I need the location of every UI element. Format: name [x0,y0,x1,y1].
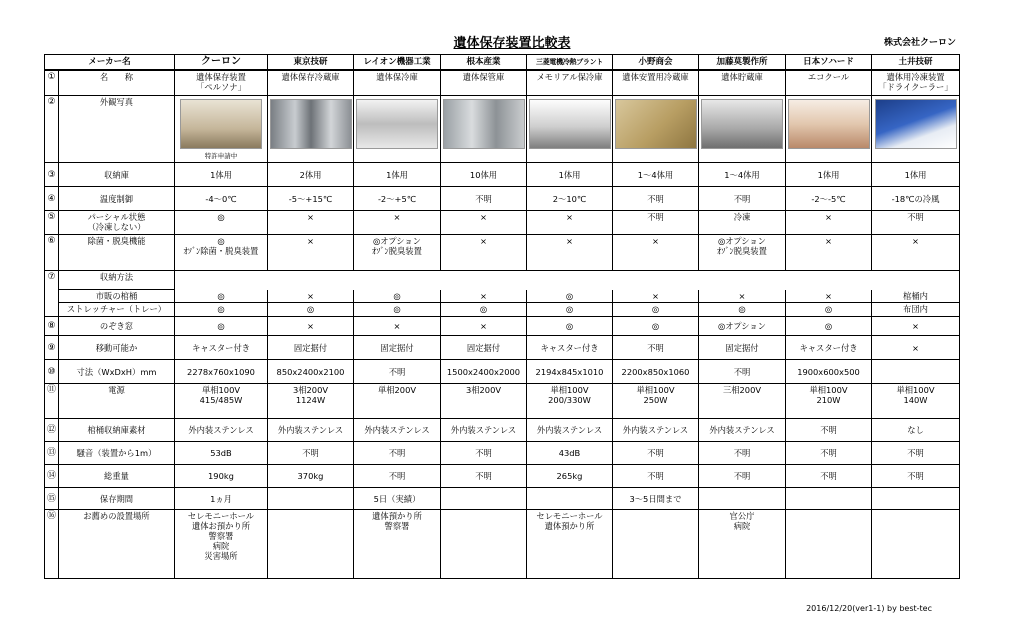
cell-r12-1: 外内装ステンレス [268,419,354,442]
cell-r1-1: 遺体保存冷蔵庫 [268,70,354,96]
cell-r3-4: 1体用 [527,163,613,187]
maker-nemoto: 根本産業 [441,55,527,71]
cell-r15-7 [786,488,872,510]
row-number: ⑯ [45,510,59,579]
row-label: 外観写真 [59,96,175,163]
row-number: ④ [45,187,59,211]
cell-r10-1: 850x2400x2100 [268,360,354,384]
row-label: 温度制御 [59,187,175,211]
cell-r16-3 [441,510,527,579]
row-weight [45,465,960,488]
cell-r12-6: 外内装ステンレス [699,419,786,442]
cell-r11-0: 単相100V 415/485W [175,384,268,419]
photo-cell [268,96,354,163]
cell-r15-8 [872,488,960,510]
cell-r4-8: -18℃の冷風 [872,187,960,211]
cell-r1-3: 遺体保管庫 [441,70,527,96]
row-material [45,419,960,442]
row-label: のぞき窓 [59,317,175,336]
cell-r5-8: 不明 [872,211,960,235]
cell-r7-values2-2: ◎ [354,303,441,317]
cell-r11-3: 3相200V [441,384,527,419]
cell-r8-6: ◎オプション [699,317,786,336]
cell-r4-7: -2～-5℃ [786,187,872,211]
cell-r1-0: 遺体保存装置 「ペルソナ」 [175,70,268,96]
photo-cell [354,96,441,163]
row-noise [45,442,960,465]
cell-r5-7: × [786,211,872,235]
cell-r7-values1-1: × [268,290,354,303]
maker-coulomb: クーロン [175,55,268,71]
row-label: 寸法（WxDxH）mm [59,360,175,384]
row-number: ⑩ [45,360,59,384]
cell-r7-values1-6: × [699,290,786,303]
row-window [45,317,960,336]
row-number: ⑨ [45,336,59,360]
cell-r11-7: 単相100V 210W [786,384,872,419]
cell-r14-3: 不明 [441,465,527,488]
cell-r13-0: 53dB [175,442,268,465]
cell-r13-2: 不明 [354,442,441,465]
cell-r7-values1-2: ◎ [354,290,441,303]
row-mobility [45,336,960,360]
cell-r12-8: なし [872,419,960,442]
row-number: ③ [45,163,59,187]
cell-r13-7: 不明 [786,442,872,465]
cell-r7-values2-0: ◎ [175,303,268,317]
cell-r12-5: 外内装ステンレス [613,419,699,442]
cell-r7-values1-4: ◎ [527,290,613,303]
cell-r7-values2-6: ◎ [699,303,786,317]
cell-r1-5: 遺体安置用冷蔵庫 [613,70,699,96]
cell-r16-5 [613,510,699,579]
cell-r12-0: 外内装ステンレス [175,419,268,442]
cell-r9-0: キャスター付き [175,336,268,360]
row-power [45,384,960,419]
tokyo-giken-fridge-photo [270,99,352,149]
cell-r9-8: × [872,336,960,360]
cell-r4-4: 2～10℃ [527,187,613,211]
row-sublabel: ストレッチャー（トレー） [59,303,175,317]
cell-r11-1: 3相200V 1124W [268,384,354,419]
cell-r11-4: 単相100V 200/330W [527,384,613,419]
cell-r3-3: 10体用 [441,163,527,187]
cell-r16-6: 官公庁 病院 [699,510,786,579]
cell-r15-4 [527,488,613,510]
cell-r15-0: 1ヵ月 [175,488,268,510]
cell-r1-7: エコクール [786,70,872,96]
cell-r15-6 [699,488,786,510]
cell-r6-8: × [872,235,960,271]
maker-kato: 加藤莫製作所 [699,55,786,71]
cell-r4-2: -2～+5℃ [354,187,441,211]
cell-r13-4: 43dB [527,442,613,465]
cell-r14-8: 不明 [872,465,960,488]
row-storage-method [45,271,960,290]
cell-r9-6: 固定据付 [699,336,786,360]
row-sublabel: 市販の棺桶 [59,290,175,303]
cell-r5-3: × [441,211,527,235]
cell-r16-8 [872,510,960,579]
cell-r8-4: ◎ [527,317,613,336]
cell-r4-5: 不明 [613,187,699,211]
cell-r15-3 [441,488,527,510]
comparison-table [44,54,960,579]
photo-cell [175,96,268,163]
cell-r14-7: 不明 [786,465,872,488]
maker-reion: レイオン機器工業 [354,55,441,71]
cell-r12-4: 外内装ステンレス [527,419,613,442]
cell-r14-5: 不明 [613,465,699,488]
maker-nihon-sohard: 日本ソハード [786,55,872,71]
cell-r12-7: 不明 [786,419,872,442]
cell-r10-3: 1500x2400x2000 [441,360,527,384]
cell-r3-2: 1体用 [354,163,441,187]
row-label: 電源 [59,384,175,419]
cell-r13-1: 不明 [268,442,354,465]
cell-r3-0: 1体用 [175,163,268,187]
row-temperature [45,187,960,211]
cell-r4-0: -4～0℃ [175,187,268,211]
header-row [45,55,960,71]
row-location [45,510,960,579]
photo-cell [786,96,872,163]
cell-r8-7: ◎ [786,317,872,336]
row-label: 保存期間 [59,488,175,510]
row-deodorize [45,235,960,271]
cell-r7-values1-8: 棺桶内 [872,290,960,303]
cell-r7-values1-0: ◎ [175,290,268,303]
cell-r7-values2-8: 布団内 [872,303,960,317]
cell-r5-5: 不明 [613,211,699,235]
cell-r14-1: 370kg [268,465,354,488]
cell-r6-3: × [441,235,527,271]
cell-r15-1 [268,488,354,510]
cell-r14-4: 265kg [527,465,613,488]
cell-r1-2: 遺体保冷庫 [354,70,441,96]
cell-r5-4: × [527,211,613,235]
row-period [45,488,960,510]
patent-note: 特許申請中 [204,152,238,160]
cell-r4-3: 不明 [441,187,527,211]
cell-r6-0: ◎ ｵｿﾞﾝ除菌・脱臭装置 [175,235,268,271]
persona-unit-photo [180,99,262,149]
cell-r9-2: 固定据付 [354,336,441,360]
cell-r6-4: × [527,235,613,271]
row-label: 総重量 [59,465,175,488]
cell-r4-1: -5～+15℃ [268,187,354,211]
cell-r15-2: 5日（実績） [354,488,441,510]
row-number: ⑮ [45,488,59,510]
cell-r1-8: 遺体用冷凍装置 「ドライクーラー」 [872,70,960,96]
row-label: 除菌・脱臭機能 [59,235,175,271]
cell-r15-5: 3～5日間まで [613,488,699,510]
row-number: ⑪ [45,384,59,419]
ono-fridge-photo [615,99,697,149]
cell-r10-8 [872,360,960,384]
photo-cell [527,96,613,163]
cell-r8-0: ◎ [175,317,268,336]
cell-r14-2: 不明 [354,465,441,488]
maker-mitsubishi: 三菱電機冷熱プラント [527,55,613,71]
cell-r10-5: 2200x850x1060 [613,360,699,384]
cell-r14-0: 190kg [175,465,268,488]
photo-cell [441,96,527,163]
cell-r7-values2-5: ◎ [613,303,699,317]
photo-cell [613,96,699,163]
row-number: ⑥ [45,235,59,271]
row-number: ⑤ [45,211,59,235]
maker-tokyo-giken: 東京技研 [268,55,354,71]
cell-r4-6: 不明 [699,187,786,211]
cell-r16-0: セレモニーホール 遺体お預かり所 警察署 病院 災害場所 [175,510,268,579]
nemoto-storage-photo [443,99,525,149]
cell-r16-4: セレモニーホール 遺体預かり所 [527,510,613,579]
row-number: ② [45,96,59,163]
row-number: ① [45,70,59,96]
row-partial [45,211,960,235]
row-storage [45,163,960,187]
row-label: 収納方法 [59,271,175,290]
cell-r13-6: 不明 [699,442,786,465]
cell-r3-8: 1体用 [872,163,960,187]
row-stretcher [45,303,960,317]
cell-r1-6: 遺体貯蔵庫 [699,70,786,96]
row-coffin [45,290,960,303]
cell-r10-0: 2278x760x1090 [175,360,268,384]
cell-r11-8: 単相100V 140W [872,384,960,419]
cell-r7-values2-1: ◎ [268,303,354,317]
cell-r3-5: 1～4体用 [613,163,699,187]
cell-r7-values2-4: ◎ [527,303,613,317]
row-name [45,70,960,96]
cell-r7-values1-7: × [786,290,872,303]
maker-label: メーカー名 [45,55,175,71]
cell-r7-values1-3: × [441,290,527,303]
cell-r10-2: 不明 [354,360,441,384]
document-title: 遺体保存装置比較表 [453,36,571,51]
cell-r5-2: × [354,211,441,235]
cell-r10-7: 1900x600x500 [786,360,872,384]
blank-cell [175,271,960,290]
cell-r6-1: × [268,235,354,271]
cell-r8-1: × [268,317,354,336]
cell-r7-values1-5: × [613,290,699,303]
cell-r8-8: × [872,317,960,336]
photo-cell [699,96,786,163]
cell-r3-6: 1～4体用 [699,163,786,187]
cell-r8-2: × [354,317,441,336]
cell-r6-5: × [613,235,699,271]
row-number: ⑭ [45,465,59,488]
cell-r9-4: キャスター付き [527,336,613,360]
cell-r9-5: 不明 [613,336,699,360]
cell-r10-6: 不明 [699,360,786,384]
cell-r13-3: 不明 [441,442,527,465]
maker-doi-giken: 土井技研 [872,55,960,71]
mitsubishi-unit-photo [529,99,611,149]
company-name: 株式会社クーロン [883,38,956,48]
cell-r11-2: 単相200V [354,384,441,419]
cell-r5-0: ◎ [175,211,268,235]
cell-r9-7: キャスター付き [786,336,872,360]
cell-r11-6: 三相200V [699,384,786,419]
cell-r13-5: 不明 [613,442,699,465]
cell-r14-6: 不明 [699,465,786,488]
cell-r7-values2-7: ◎ [786,303,872,317]
cell-r5-1: × [268,211,354,235]
cell-r16-2: 遺体預かり所 警察署 [354,510,441,579]
reion-unit-photo [356,99,438,149]
dry-cooler-photo [875,99,957,149]
row-label: 騒音（装置から1m） [59,442,175,465]
row-number: ⑬ [45,442,59,465]
row-dimensions [45,360,960,384]
row-label: お薦めの設置場所 [59,510,175,579]
row-label: 棺桶収納庫素材 [59,419,175,442]
cell-r1-4: メモリアル保冷庫 [527,70,613,96]
cell-r6-7: × [786,235,872,271]
row-label: 移動可能か [59,336,175,360]
cell-r13-8: 不明 [872,442,960,465]
cell-r6-2: ◎オプション ｵｿﾞﾝ脱臭装置 [354,235,441,271]
footer-version: 2016/12/20(ver1-1) by best-tec [806,604,932,613]
row-number: ⑫ [45,419,59,442]
kato-storage-photo [701,99,783,149]
cell-r16-7 [786,510,872,579]
cell-r5-6: 冷凍 [699,211,786,235]
cell-r8-5: ◎ [613,317,699,336]
cell-r12-3: 外内装ステンレス [441,419,527,442]
cell-r9-3: 固定据付 [441,336,527,360]
cell-r9-1: 固定据付 [268,336,354,360]
cell-r8-3: × [441,317,527,336]
row-label: 名 称 [59,70,175,96]
cell-r11-5: 単相100V 250W [613,384,699,419]
cell-r16-1 [268,510,354,579]
row-number: ⑦ [45,271,59,317]
eco-cool-photo [788,99,870,149]
cell-r6-6: ◎オプション ｵｿﾞﾝ脱臭装置 [699,235,786,271]
maker-ono: 小野商会 [613,55,699,71]
row-photo [45,96,960,163]
cell-r7-values2-3: ◎ [441,303,527,317]
row-number: ⑧ [45,317,59,336]
cell-r12-2: 外内装ステンレス [354,419,441,442]
row-label: パーシャル状態 （冷凍しない） [59,211,175,235]
row-label: 収納庫 [59,163,175,187]
photo-cell [872,96,960,163]
cell-r10-4: 2194x845x1010 [527,360,613,384]
cell-r3-1: 2体用 [268,163,354,187]
cell-r3-7: 1体用 [786,163,872,187]
